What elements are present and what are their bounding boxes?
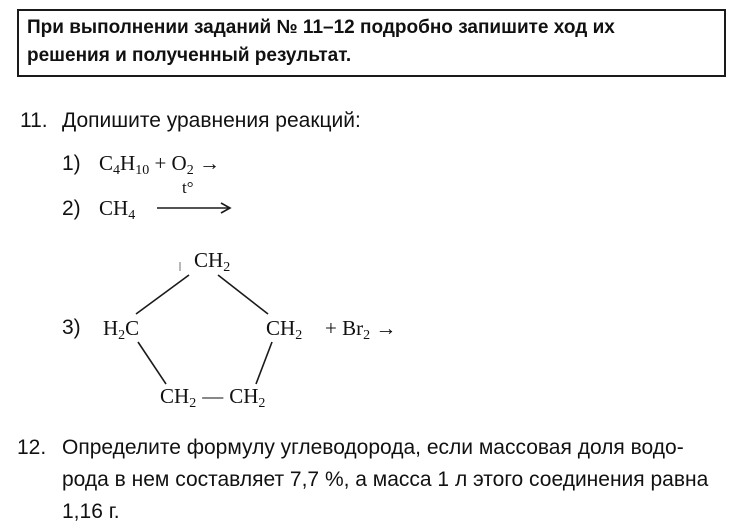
task-12-line-1: Определите формулу углеводорода, если массовая доля водо- [62,436,684,459]
reaction-1-oxygen: + O [149,151,187,175]
task-12-number: 12. [17,436,47,459]
ring-top-ch: CH [194,248,224,272]
reaction-2-ch: CH [99,196,129,220]
reaction-2-condition: t° [182,178,194,197]
ring-bond-left-bottom [138,342,166,384]
ring-bottom-left-ch: CH [160,384,190,408]
ring-left-c: C [125,316,140,340]
instruction-line-1: При выполнении заданий № 11–12 подробно запишите ход их [27,17,615,38]
reaction-1-h-sub: 10 [135,163,150,178]
ring-bond-top-right [218,275,268,314]
task-12-line-2: рода в нем составляет 7,7 %, а масса 1 л этого соединения равна [62,468,709,491]
reaction-1-index: 1) [62,152,81,175]
reaction-3-arrow: → [370,316,397,340]
ring-right-sub: 2 [295,328,303,343]
reaction-1-c-sub: 4 [113,163,121,178]
reaction-3-br-sub: 2 [363,328,371,343]
task-11-number: 11. [20,109,48,132]
reaction-1-c: C [99,151,114,175]
reaction-1-oxygen-sub: 2 [186,163,194,178]
task-12-line-3: 1,16 г. [62,500,120,523]
ring-bottom-right-ch: CH [229,384,259,408]
instruction-line-2: решения и полученный результат. [27,45,352,66]
ring-bottom-bond: — [202,384,224,408]
ring-top-sub: 2 [223,260,231,275]
reaction-1-h: H [120,151,136,175]
ring-bottom-right-sub: 2 [258,396,266,411]
ring-bottom-left-sub: 2 [189,396,197,411]
reaction-2-index: 2) [62,197,81,220]
ring-bond-top-left [136,275,189,314]
ring-left-sub: 2 [118,328,126,343]
reaction-1-arrow: → [193,151,220,175]
task-11-title: Допишите уравнения реакций: [62,109,361,132]
reaction-3-br: + Br [325,316,364,340]
reaction-2-ch-sub: 4 [128,208,136,223]
ring-left-h: H [103,316,119,340]
ring-bond-right-bottom [256,342,272,384]
ring-right-ch: CH [266,316,296,340]
reaction-3-index: 3) [62,316,81,339]
